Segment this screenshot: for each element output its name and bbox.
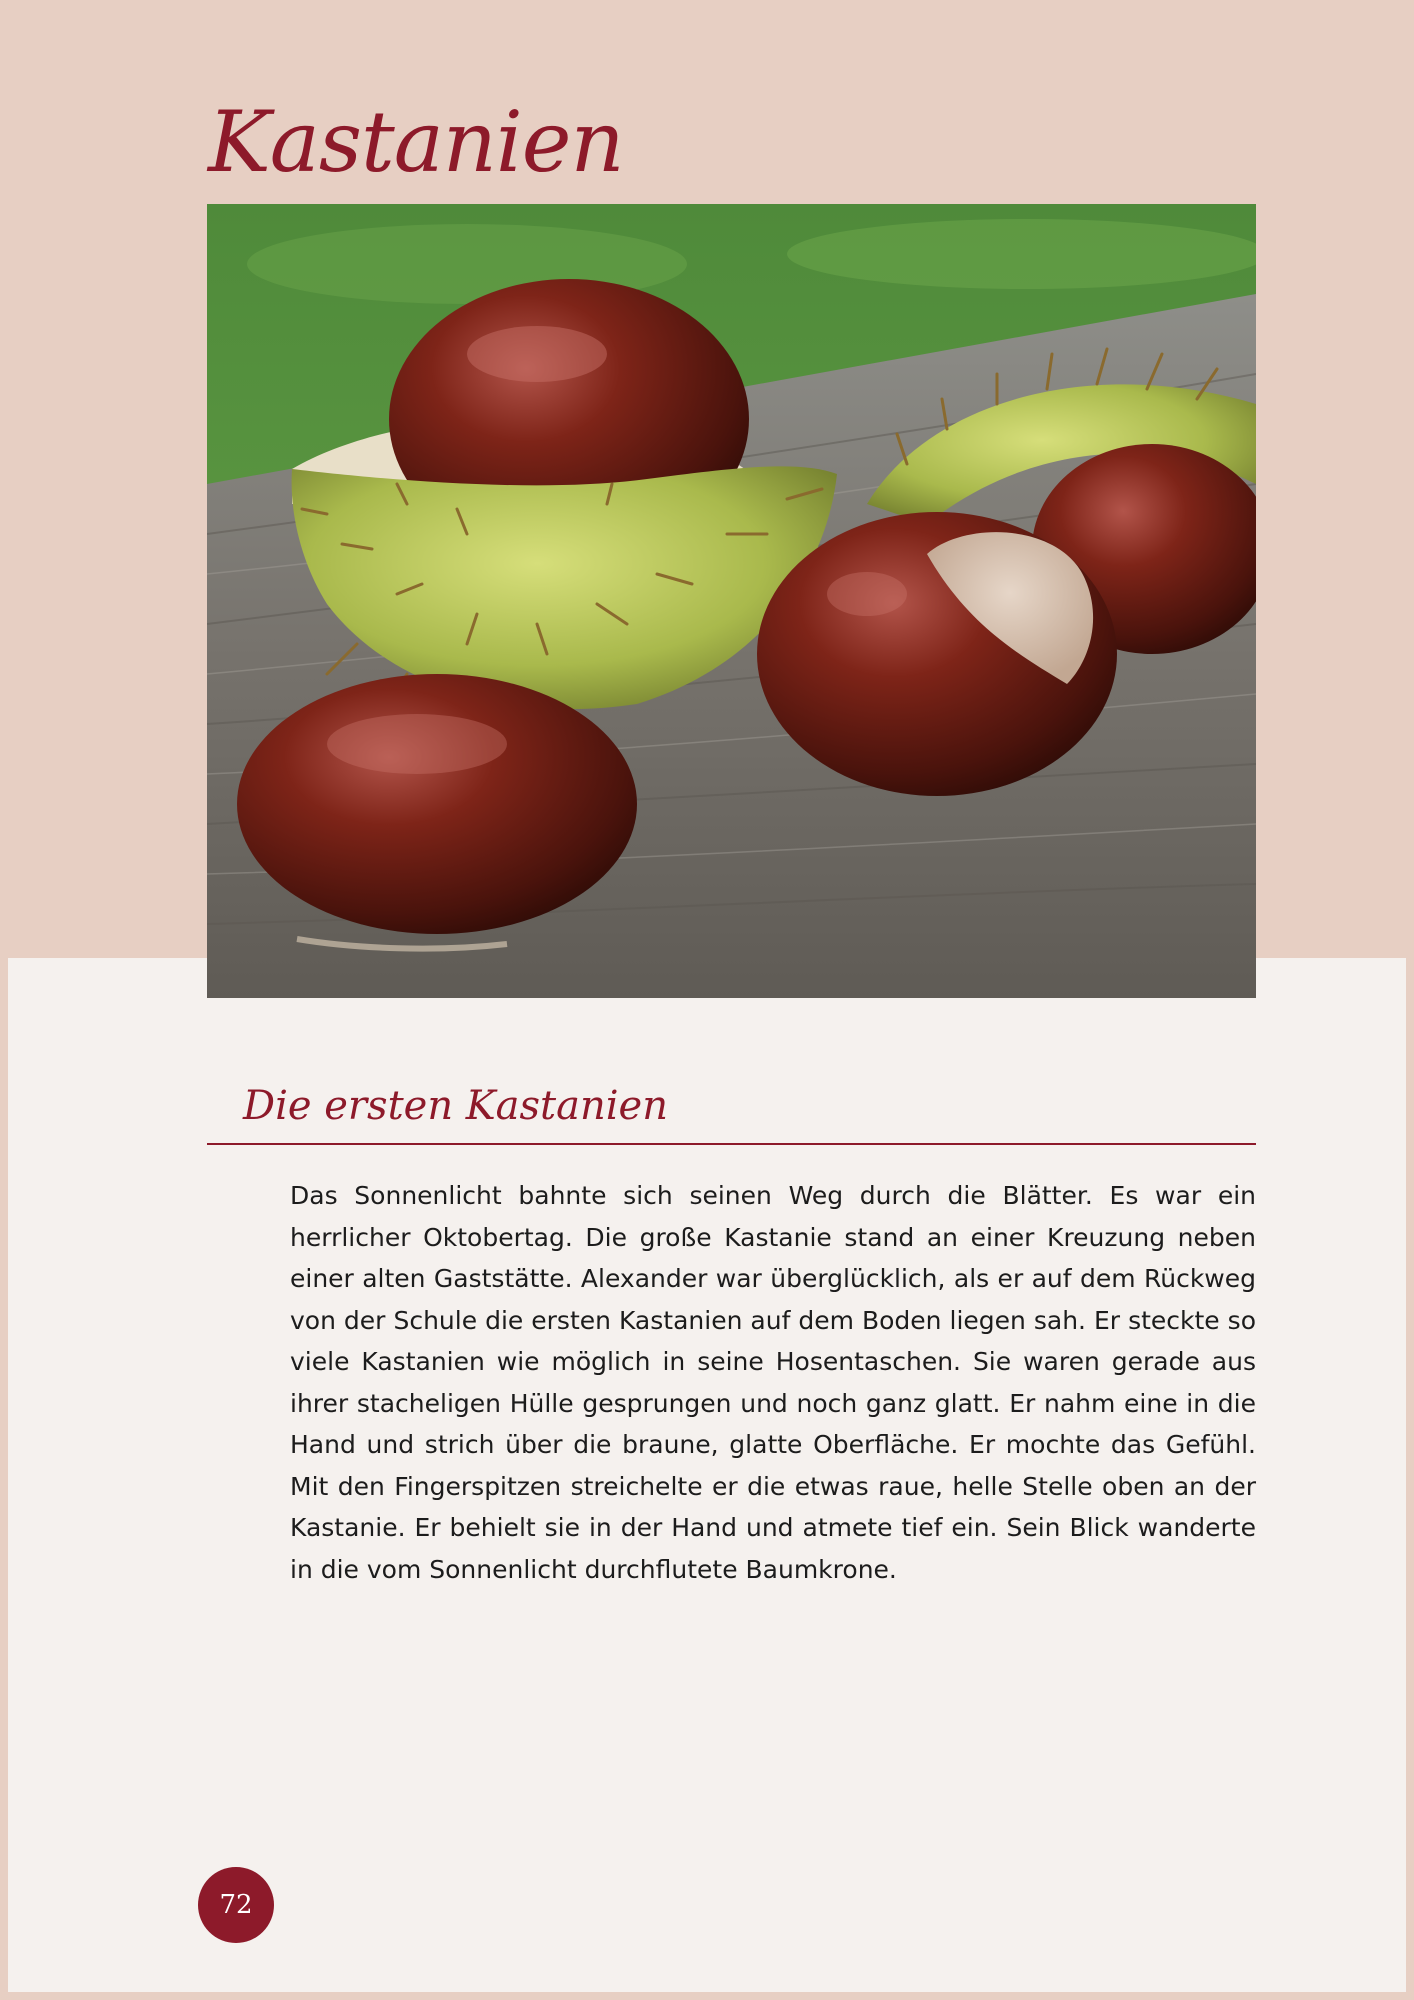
section-title: Die ersten Kastanien [243, 1083, 668, 1129]
section-divider [207, 1143, 1256, 1145]
page-title: Kastanien [208, 93, 624, 191]
body-paragraph: Das Sonnenlicht bahnte sich seinen Weg durch die Blätter. Es war ein herrlicher Oktobertag. Die große Kastanie stand an einer Kreuzung neben einer alten Gaststätte. Alexander war überglücklich, als er auf dem Rückweg von der Schule die ersten Kastanien auf dem Boden liegen sah. Er steckte so viele Kastanien wie möglich in seine Hosentaschen. Sie waren gerade aus ihrer stacheligen Hülle gesprungen und noch ganz glatt. Er nahm eine in die Hand und strich über die braune, glatte Oberfläche. Er mochte das Gefühl. Mit den Fingerspitzen streichelte er die etwas raue, helle Stelle oben an der Kastanie. Er behielt sie in der Hand und atmete tief ein. Sein Blick wanderte in die vom Sonnenlicht durchflutete Baumkrone. [290, 1181, 1256, 1584]
page-number-badge: 72 [198, 1867, 274, 1943]
chestnuts-photo [207, 204, 1256, 998]
